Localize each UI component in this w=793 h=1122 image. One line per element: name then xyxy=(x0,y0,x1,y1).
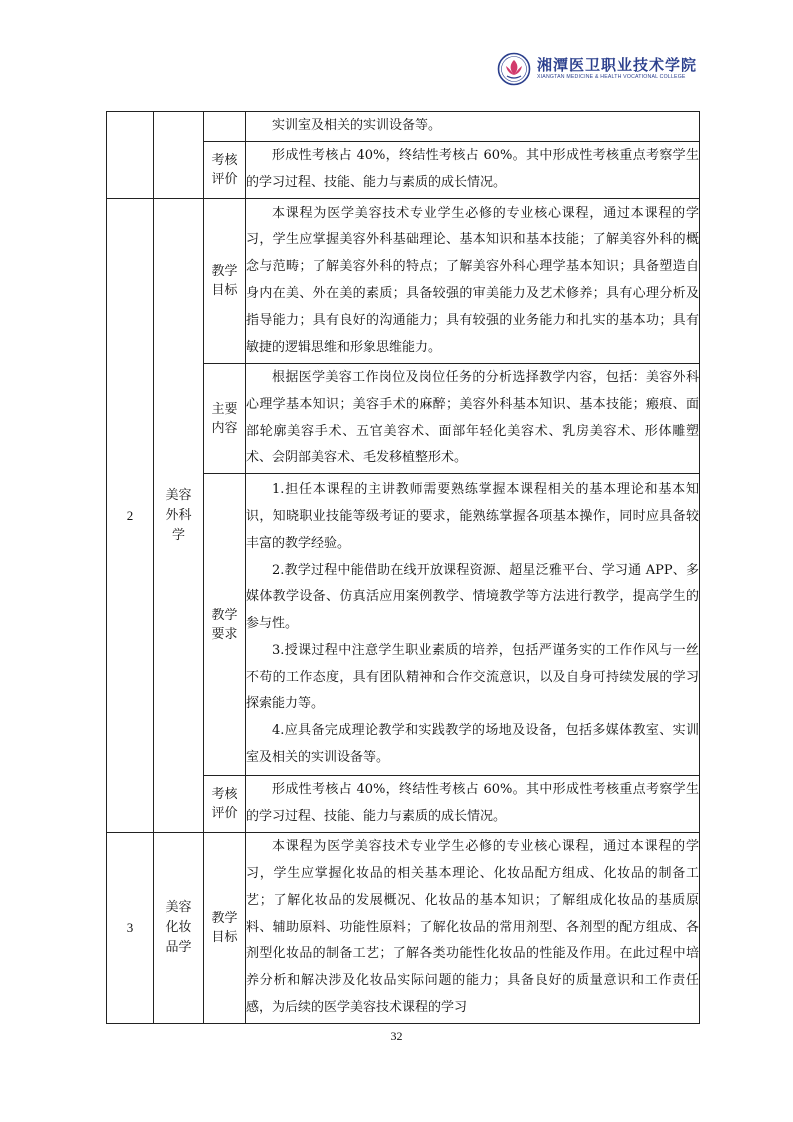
college-logo xyxy=(497,52,697,86)
objective-label: 教学 目标 xyxy=(204,199,246,364)
objective-text: 本课程为医学美容技术专业学生必修的专业核心课程，通过本课程的学习，学生应掌握化妆品的相关基本理论、化妆品配方组成、化妆品的制备工艺；了解化妆品的发展概况、化妆品的基本知识；了解组成化妆品的基质原料、辅助原料、功能性原料；了解化妆品的常用剂型、各剂型的配方组成、各剂型化妆品的制备工艺；了解各类功能性化妆品的性能及作用。在此过程中培养分析和解决涉及化妆品实际问题的能力；具备良好的质量意识和工作责任感，为后续的医学美容技术课程的学习 xyxy=(246,839,699,1015)
college-name: 湘潭医卫职业技术学院 xyxy=(536,56,697,74)
main-content-content xyxy=(246,364,700,474)
main-content-label: 主要 内容 xyxy=(204,364,246,474)
requirement-content xyxy=(246,474,700,776)
assessment-content xyxy=(246,142,700,199)
college-emblem-icon xyxy=(497,52,531,86)
college-name-english: XIANGTAN MEDICINE & HEALTH VOCATIONAL COLLEGE xyxy=(536,74,686,80)
requirement-label: 教学 要求 xyxy=(204,474,246,776)
requirement-item-1: 1.担任本课程的主讲教师需要熟练掌握本课程相关的基本理论和基本知识，知晓职业技能等级考证的要求，能熟练掌握各项基本操作，同时应具备较丰富的教学经验。 xyxy=(246,482,699,551)
objective-label: 教学 目标 xyxy=(204,833,246,1024)
table-row xyxy=(107,112,700,142)
table-row xyxy=(107,199,700,364)
course-name: 美容 外科 学 xyxy=(154,199,204,833)
course-name: 美容 化妆 品学 xyxy=(154,833,204,1024)
label-cell xyxy=(204,112,246,142)
objective-content xyxy=(246,199,700,364)
objective-text: 本课程为医学美容技术专业学生必修的专业核心课程，通过本课程的学习，学生应掌握美容外科基础理论、基本知识和基本技能；了解美容外科的概念与范畴；了解美容外科的特点；了解美容外科心理学基本知识；具备塑造自身内在美、外在美的素质；具备较强的审美能力及艺术修养；具有心理分析及指导能力；具有良好的沟通能力；具有较强的业务能力和扎实的基本功；具有敏捷的逻辑思维和形象思维能力。 xyxy=(246,205,699,355)
content-cell xyxy=(246,112,700,142)
requirement-item-2: 2.教学过程中能借助在线开放课程资源、超星泛雅平台、学习通 APP、多媒体教学设备、仿真活应用案例教学、情境教学等方法进行教学，提高学生的参与性。 xyxy=(246,562,699,632)
assessment-text: 形成性考核占 40%，终结性考核占 60%。其中形成性考核重点考察学生的学习过程、技能、能力与素质的成长情况。 xyxy=(246,782,699,824)
requirement-item-4: 4.应具备完成理论教学和实践教学的场地及设备，包括多媒体教室、实训室及相关的实训设备等。 xyxy=(246,723,699,766)
page-number: 32 xyxy=(390,1029,403,1043)
main-content-text: 根据医学美容工作岗位及岗位任务的分析选择教学内容，包括：美容外科心理学基本知识；美容手术的麻醉；美容外科基本知识、基本技能；瘢痕、面部轮廓美容手术、五官美容术、面部年轻化美容术、乳房美容术、形体雕塑术、会阴部美容术、毛发移植整形术。 xyxy=(246,369,699,466)
table-row xyxy=(107,833,700,1024)
course-table xyxy=(106,111,700,1024)
assessment-label: 考核 评价 xyxy=(204,142,246,199)
course-number: 2 xyxy=(107,199,154,833)
teaching-requirement-tail: 实训室及相关的实训设备等。 xyxy=(272,118,442,134)
course-name-cell xyxy=(154,112,204,199)
course-number-cell xyxy=(107,112,154,199)
assessment-content xyxy=(246,776,700,833)
course-number: 3 xyxy=(107,833,154,1024)
requirement-item-3: 3.授课过程中注意学生职业素质的培养，包括严谨务实的工作作风与一丝不苟的工作态度，具有团队精神和合作交流意识，以及自身可持续发展的学习探索能力等。 xyxy=(246,642,699,712)
assessment-label: 考核 评价 xyxy=(204,776,246,833)
assessment-text: 形成性考核占 40%，终结性考核占 60%。其中形成性考核重点考察学生的学习过程、技能、能力与素质的成长情况。 xyxy=(246,148,699,190)
objective-content xyxy=(246,833,700,1024)
